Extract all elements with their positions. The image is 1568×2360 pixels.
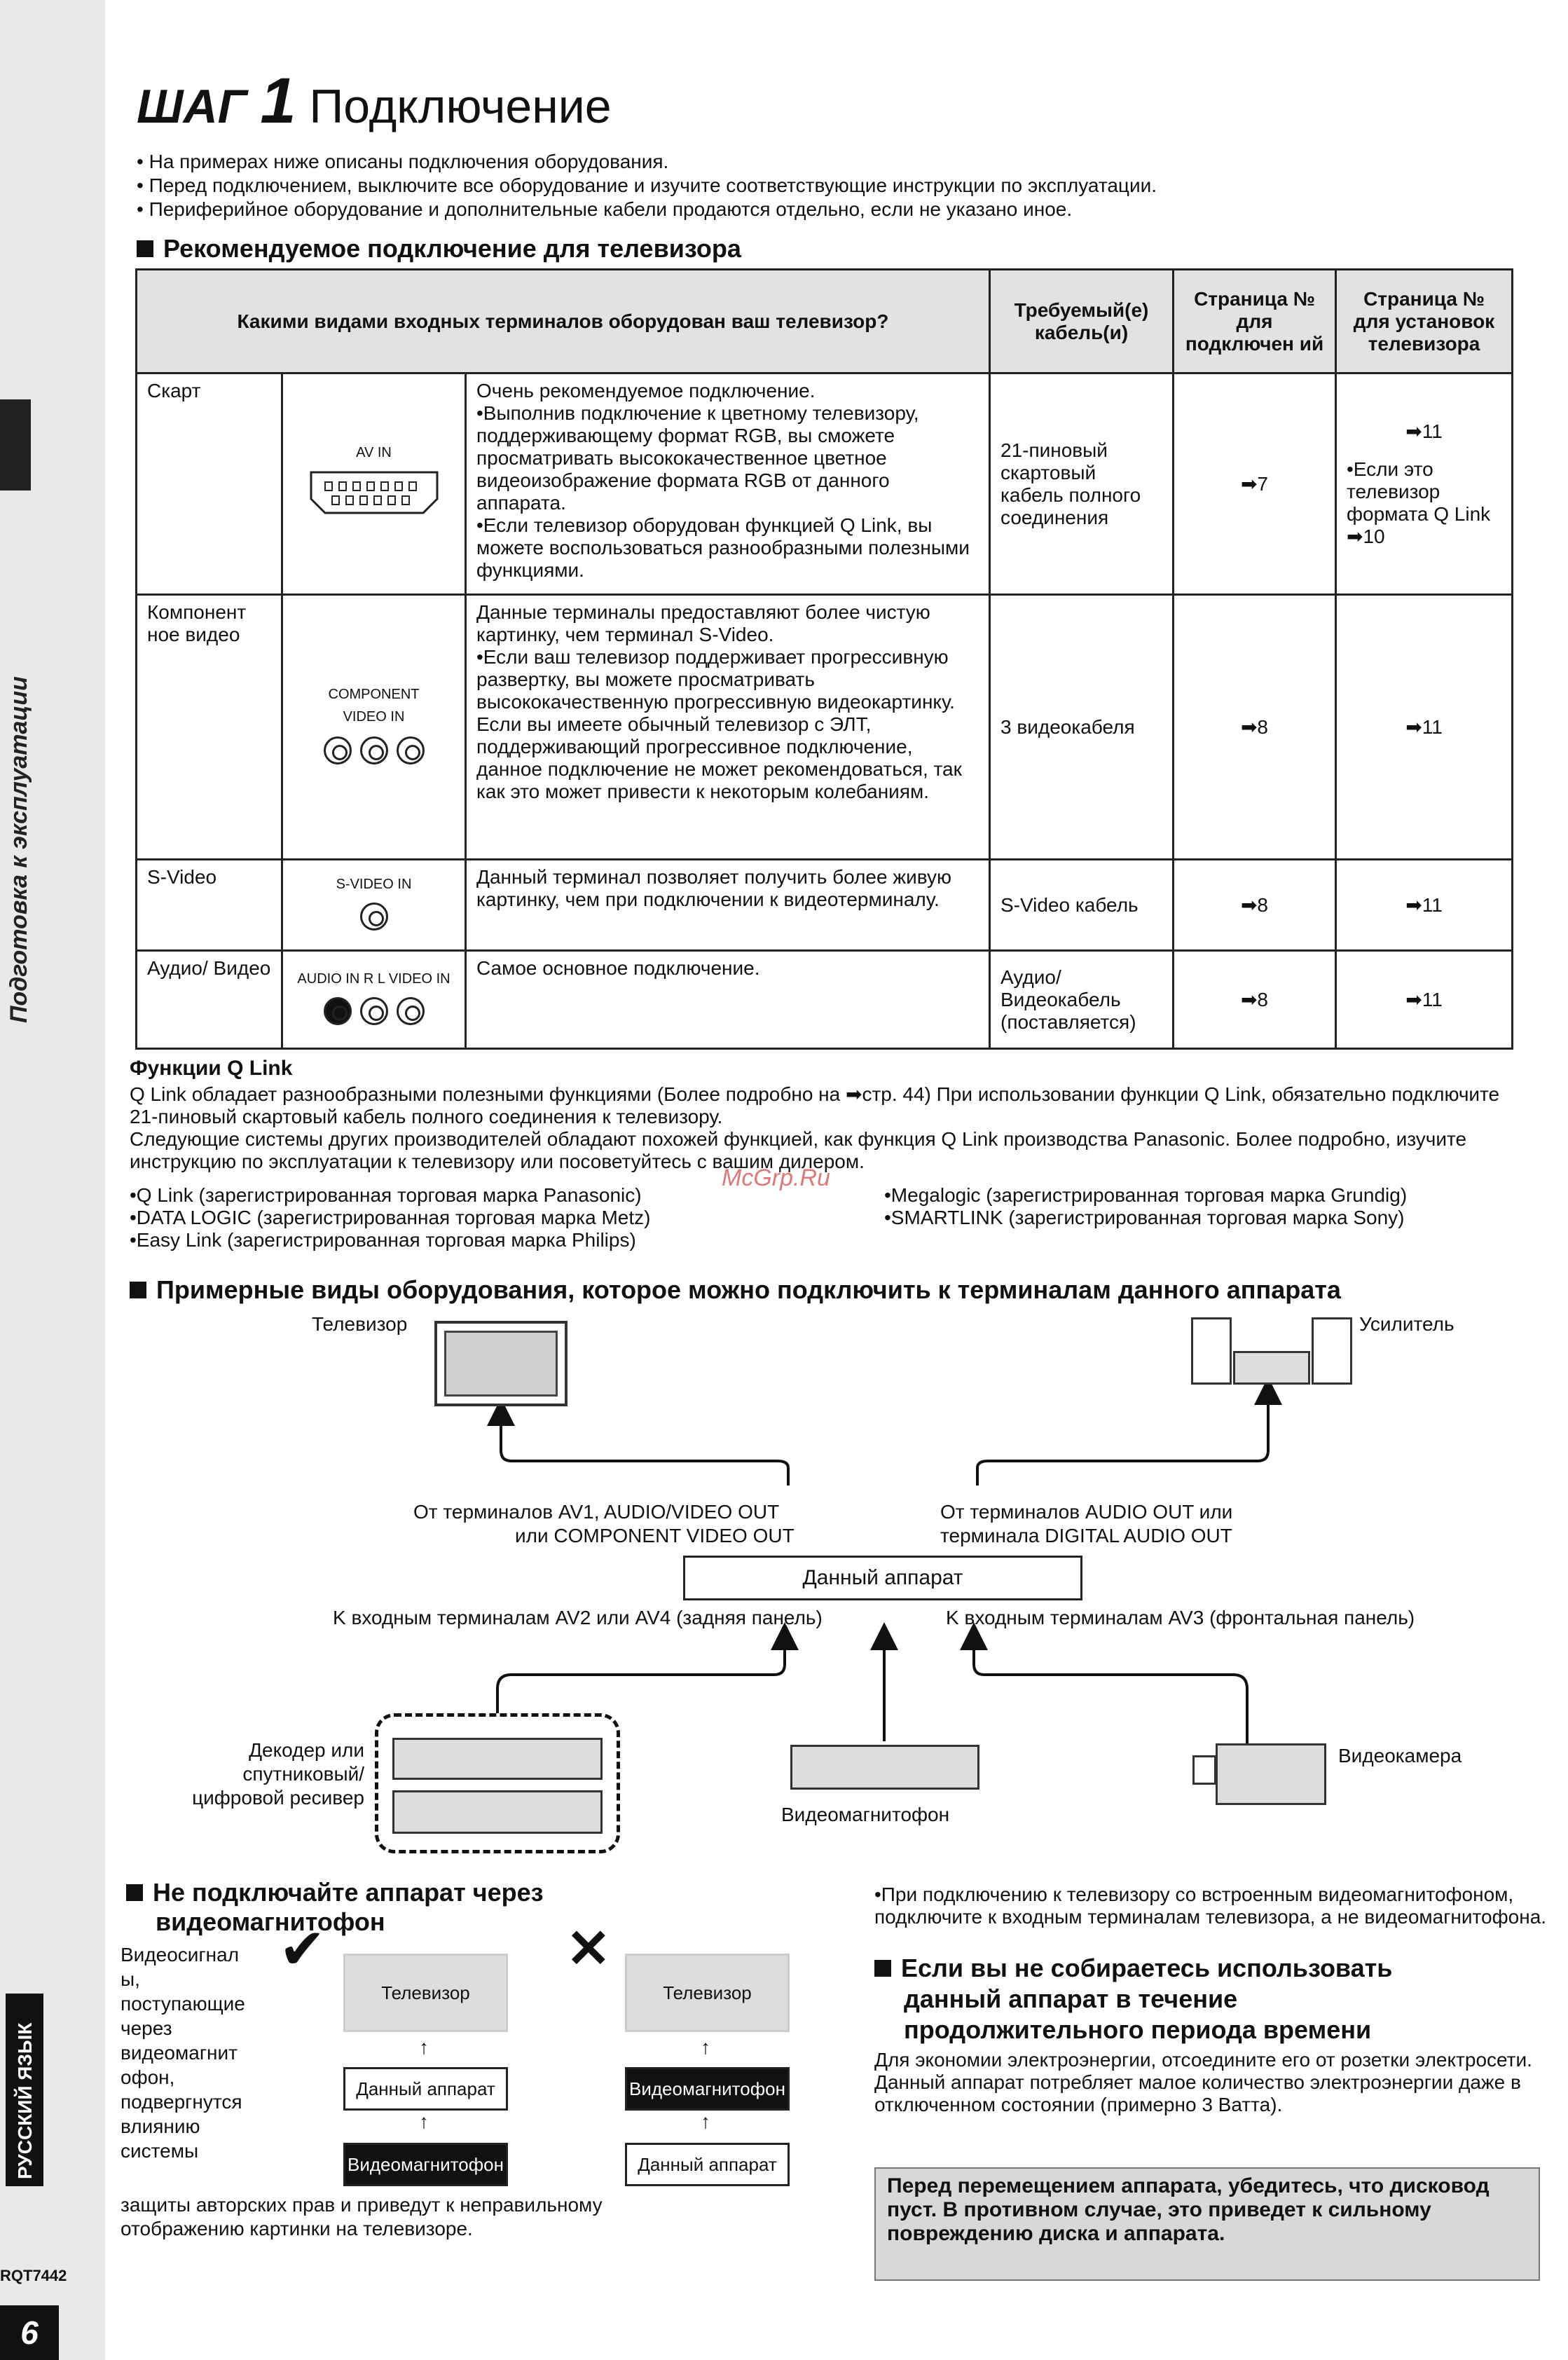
- table-header-tv-page: Страница № для установок телевизора: [1336, 270, 1513, 373]
- decoder-icon: [392, 1738, 603, 1780]
- check-icon: ✔: [279, 1918, 326, 1980]
- list-item: •Megalogic (зарегистрированная торговая марка Grundig): [884, 1184, 1408, 1206]
- arrow-up-icon: ↑: [419, 2036, 429, 2058]
- section-heading-novcr: Не подключайте аппарат через видеомагнитофон: [126, 1878, 544, 1937]
- list-item: •SMARTLINK (зарегистрированная торговая марка Sony): [884, 1207, 1405, 1228]
- row-name: S-Video: [137, 860, 282, 951]
- row-name: Компонент ное видео: [137, 595, 282, 860]
- svideo-terminal: S-VIDEO IN: [282, 860, 466, 951]
- scart-terminal: AV IN: [282, 373, 466, 595]
- arrow-up-icon: ↑: [701, 2036, 710, 2058]
- row-tv-page: ➡11: [1336, 595, 1513, 860]
- list-item: •Q Link (зарегистрированная торговая марка Panasonic): [130, 1184, 642, 1206]
- camcorder-icon: [1216, 1743, 1326, 1805]
- vcr-label: Видеомагнитофон: [781, 1804, 950, 1825]
- watermark: McGrp.Ru: [722, 1165, 830, 1191]
- amplifier-icon: [1233, 1351, 1310, 1385]
- section-heading-tv: Рекомендуемое подключение для телевизора: [137, 234, 741, 263]
- row-description: Данный терминал позволяет получить более живую картинку, чем при подключении к видеотерминалу.: [466, 860, 990, 951]
- av-terminal: AUDIO IN R L VIDEO IN: [282, 951, 466, 1049]
- page-number: 6: [0, 2305, 59, 2360]
- row-conn-page: ➡8: [1174, 951, 1336, 1049]
- bad-unit-box: Данный аппарат: [625, 2143, 790, 2186]
- row-description: Данные терминалы предоставляют более чистую картинку, чем терминал S-Video. •Если ваш телевизор поддерживает прогрессивную развертку, вы можете просматривать высококачественную прогрессивную видеокартинку. Если вы имеете обычный телевизор с ЭЛТ, поддерживающий прогрессивное подключение, данное подключение не может рекомендоваться, так как это может привести к некоторым колебаниям.: [466, 595, 990, 860]
- row-conn-page: ➡7: [1174, 373, 1336, 595]
- camcorder-lens-icon: [1192, 1755, 1216, 1785]
- table-header-terminals: Какими видами входных терминалов оборудован ваш телевизор?: [137, 270, 990, 373]
- good-tv-box: Телевизор: [343, 1954, 508, 2032]
- decoder-label-1: Декодер или: [249, 1739, 364, 1761]
- camera-label: Видеокамера: [1338, 1745, 1462, 1766]
- eco-text: Для экономии электроэнергии, отсоедините его от розетки электросети. Данный аппарат потребляет малое количество электроэнергии даже в отключенном состоянии (примерно 3 Ватта).: [874, 2049, 1532, 2115]
- in-left-label: K входным терминалам AV2 или AV4 (задняя панель): [333, 1607, 823, 1628]
- cross-icon: ✕: [566, 1919, 611, 1979]
- novcr-text-tail: защиты авторских прав и приведут к неправильному отображению картинки на телевизоре.: [121, 2194, 603, 2239]
- arrow-up-icon: ↑: [701, 2111, 710, 2132]
- bad-vcr-box: Видеомагнитофон: [625, 2067, 790, 2111]
- row-cable: S-Video кабель: [990, 860, 1174, 951]
- intro-item: • На примерах ниже описаны подключения оборудования.: [137, 151, 669, 172]
- row-tv-page: ➡11: [1336, 860, 1513, 951]
- row-name: Аудио/ Видео: [137, 951, 282, 1049]
- list-item: •Easy Link (зарегистрированная торговая марка Philips): [130, 1229, 636, 1251]
- row-tv-page: ➡11 •Если это телевизор формата Q Link ➡10: [1336, 373, 1513, 595]
- model-code: RQT7442: [0, 2267, 67, 2284]
- amp-label: Усилитель: [1359, 1313, 1454, 1335]
- novcr-text: Видеосигнал ы, поступающие через видеомагнит офон, подвергнутся влиянию системы: [121, 1944, 245, 2162]
- row-cable: 21-пиновый скартовый кабель полного соединения: [990, 373, 1174, 595]
- row-tv-page: ➡11: [1336, 951, 1513, 1049]
- decoder-label-2: спутниковый/: [242, 1763, 364, 1785]
- bad-tv-box: Телевизор: [625, 1954, 790, 2032]
- list-item: •DATA LOGIC (зарегистрированная торговая марка Metz): [130, 1207, 651, 1228]
- row-conn-page: ➡8: [1174, 860, 1336, 951]
- unit-box: Данный аппарат: [683, 1556, 1082, 1600]
- good-vcr-box: Видеомагнитофон: [343, 2143, 508, 2186]
- tv-label: Телевизор: [312, 1313, 408, 1335]
- title-text: Подключение: [309, 80, 612, 133]
- step-label: ШАГ: [137, 80, 247, 133]
- section-heading-diagram: Примерные виды оборудования, которое можно подключить к терминалам данного аппарата: [130, 1275, 1341, 1305]
- row-description: Самое основное подключение.: [466, 951, 990, 1049]
- qlink-title: Функции Q Link: [130, 1057, 293, 1080]
- warning-box: Перед перемещением аппарата, убедитесь, что дисковод пуст. В противном случае, это приведет к сильному повреждению диска и аппарата.: [874, 2167, 1540, 2281]
- out-right-label-2: терминала DIGITAL AUDIO OUT: [940, 1525, 1232, 1546]
- tv-icon: [434, 1321, 568, 1406]
- language-label: РУССКИЙ ЯЗЫК: [14, 2022, 36, 2179]
- out-right-label: От терминалов AUDIO OUT или: [940, 1501, 1233, 1523]
- row-conn-page: ➡8: [1174, 595, 1336, 860]
- receiver-icon: [392, 1790, 603, 1834]
- speaker-left-icon: [1191, 1317, 1232, 1385]
- row-name: Скарт: [137, 373, 282, 595]
- qlink-text: Q Link обладает разнообразными полезными функциями (Более подробно на ➡стр. 44) При использовании функции Q Link, обязательно подключите 21-пиновый скартовый кабель полного соединения к телевизору. Следующие системы других производителей обладают похожей функцией, как функция Q Link производства Panasonic. Более подробно, изучите инструкцию по эксплуатации к телевизору или посоветуйтесь с вашим дилером.: [130, 1083, 1500, 1172]
- table-header-cable: Требуемый(е) кабель(и): [990, 270, 1174, 373]
- good-unit-box: Данный аппарат: [343, 2067, 508, 2111]
- in-right-label: K входным терминалам AV3 (фронтальная панель): [946, 1607, 1415, 1628]
- section-heading-longterm: Если вы не собираетесь использовать данный аппарат в течение продолжительного периода времени: [874, 1953, 1392, 2045]
- builtin-vcr-note: •При подключению к телевизору со встроенным видеомагнитофоном, подключите к входным терминалам телевизора, а не видеомагнитофона.: [874, 1884, 1547, 1928]
- step-number: 1: [260, 65, 296, 137]
- row-cable: 3 видеокабеля: [990, 595, 1174, 860]
- decoder-label-3: цифровой ресивер: [192, 1787, 364, 1809]
- table-header-conn-page: Страница № для подключен ий: [1174, 270, 1336, 373]
- out-left-label-2: или COMPONENT VIDEO OUT: [515, 1525, 795, 1546]
- speaker-right-icon: [1312, 1317, 1352, 1385]
- arrow-up-icon: ↑: [419, 2111, 429, 2132]
- intro-item: • Перед подключением, выключите все оборудование и изучите соответствующие инструкции по эксплуатации.: [137, 174, 1157, 196]
- row-cable: Аудио/ Видеокабель (поставляется): [990, 951, 1174, 1049]
- intro-item: • Периферийное оборудование и дополнительные кабели продаются отдельно, если не указано иное.: [137, 198, 1073, 220]
- row-description: Очень рекомендуемое подключение. •Выполнив подключение к цветному телевизору, поддерживающему формат RGB, вы сможете просматривать высококачественное цветное видеоизображение формата RGB от данного аппарата. •Если телевизор оборудован функцией Q Link, вы можете воспользоваться разнообразными полезными функциями.: [466, 373, 990, 595]
- side-section-title: Подготовка к эксплуатации: [6, 676, 32, 1023]
- component-terminal: COMPONENT VIDEO IN: [282, 595, 466, 860]
- out-left-label: От терминалов AV1, AUDIO/VIDEO OUT: [413, 1501, 780, 1523]
- vcr-icon: [790, 1745, 979, 1790]
